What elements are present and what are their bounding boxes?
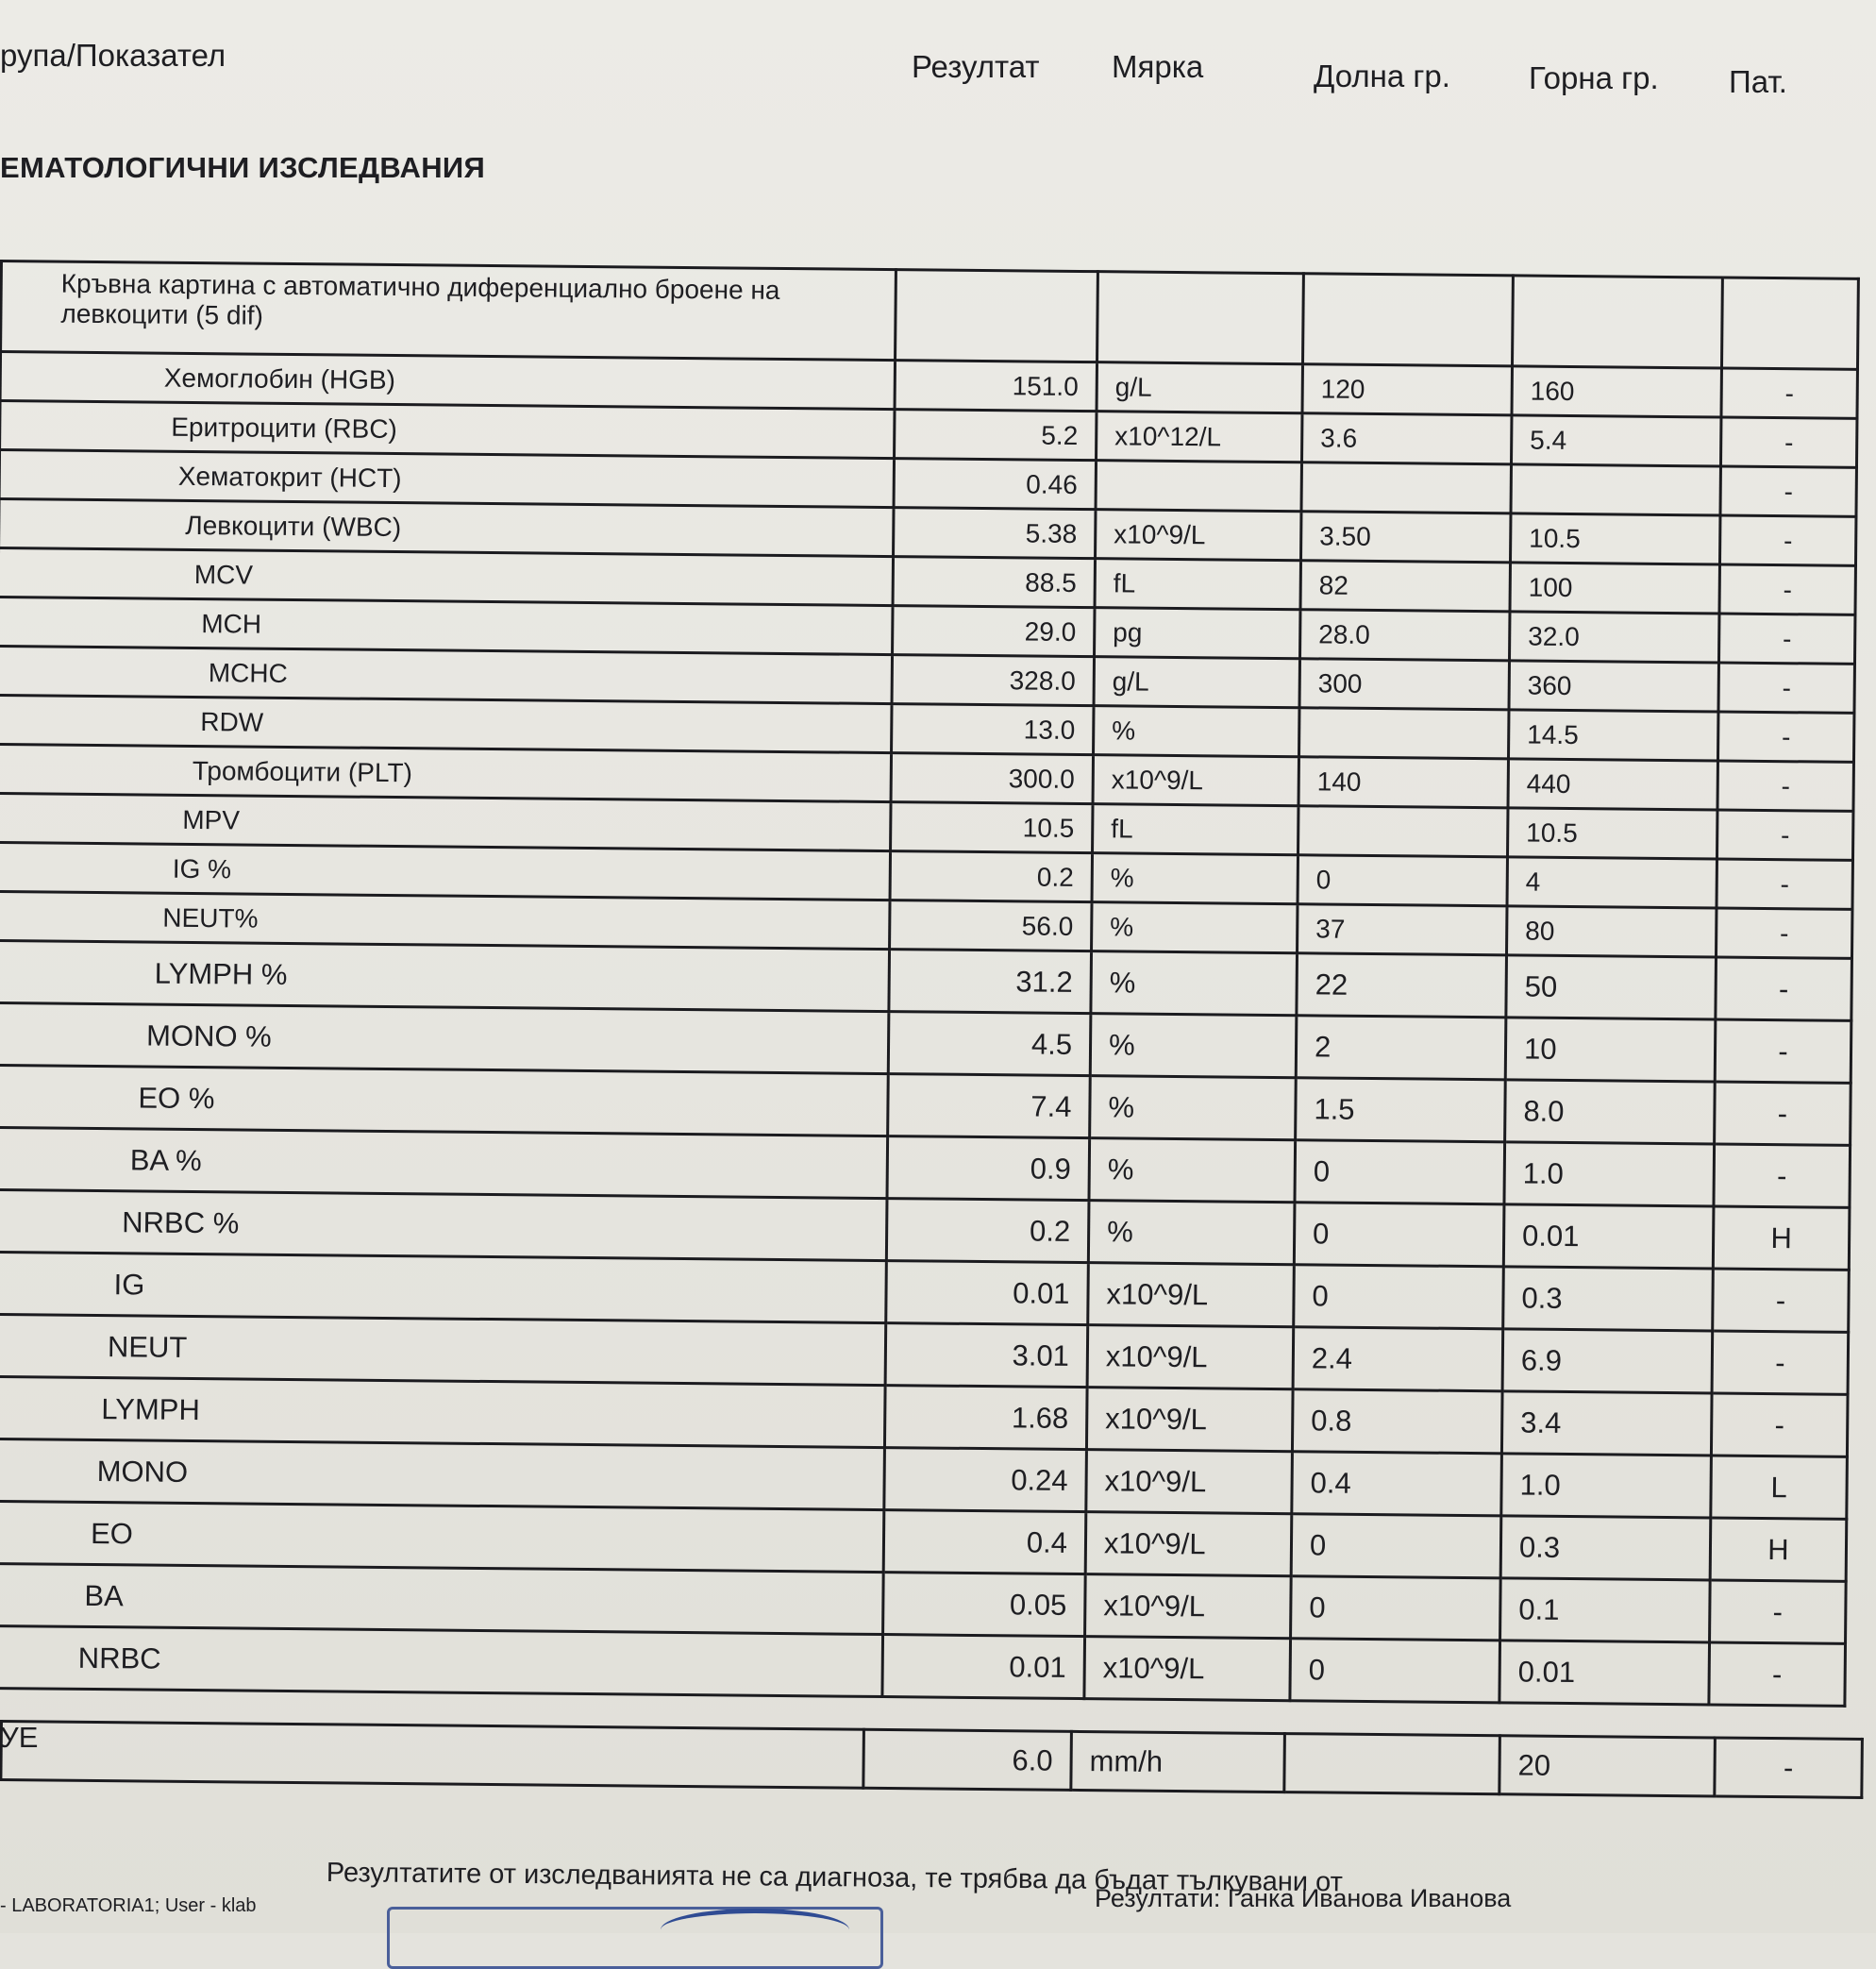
esr-table <box>0 1720 1864 1799</box>
test-name: BA <box>84 1578 124 1612</box>
esr-lower <box>1284 1734 1500 1794</box>
header-pat: Пат. <box>1729 64 1787 99</box>
cell-pat: - <box>1709 1642 1846 1706</box>
test-name: MCHC <box>208 657 288 688</box>
header-unit: Мярка <box>1112 49 1204 84</box>
cell-result: 328.0 <box>892 655 1094 706</box>
cell-unit: x10^9/L <box>1087 1325 1294 1389</box>
cell-unit: % <box>1091 951 1298 1016</box>
cell-upper: 10.5 <box>1507 808 1717 859</box>
test-name: MONO % <box>145 1018 272 1053</box>
cell-lower: 0 <box>1291 1576 1501 1641</box>
cell-lower <box>1298 806 1508 857</box>
cell-lower: 2 <box>1296 1016 1506 1080</box>
cell-name <box>0 891 890 949</box>
cell-lower: 2.4 <box>1293 1327 1503 1391</box>
cell-name <box>0 548 894 606</box>
stamp-logo-icon <box>661 1909 849 1951</box>
cell-result: 0.05 <box>883 1573 1086 1637</box>
cell-unit: x10^12/L <box>1097 412 1302 463</box>
test-name: BA % <box>129 1142 202 1177</box>
cell-result: 10.5 <box>891 802 1093 853</box>
cell-unit: % <box>1094 706 1299 757</box>
cell-lower: 22 <box>1297 953 1507 1018</box>
cell-lower <box>1299 708 1509 759</box>
cell-result: 13.0 <box>892 704 1094 755</box>
group-cell <box>896 270 1098 362</box>
cell-unit: x10^9/L <box>1096 510 1301 561</box>
test-name: IG % <box>172 853 232 884</box>
cell-pat: - <box>1710 1580 1847 1643</box>
cell-lower: 140 <box>1298 757 1508 808</box>
cell-upper: 0.01 <box>1503 1204 1714 1269</box>
cell-unit: x10^9/L <box>1085 1574 1292 1639</box>
cell-upper: 360 <box>1509 661 1718 712</box>
cell-unit: g/L <box>1097 362 1302 413</box>
cell-upper: 4 <box>1507 857 1717 908</box>
cell-pat: H <box>1710 1518 1847 1581</box>
cell-name <box>0 499 894 557</box>
header-upper: Горна гр. <box>1529 60 1659 95</box>
cell-lower: 82 <box>1300 561 1510 612</box>
cell-lower: 37 <box>1298 904 1507 955</box>
disclaimer-note: Резултатите от изследванията не са диагноза, те трябва да бъдат тълкувани от <box>326 1858 1344 1898</box>
cell-upper: 32.0 <box>1509 612 1718 663</box>
cell-pat: - <box>1711 1393 1848 1456</box>
cell-pat: - <box>1720 466 1856 516</box>
cell-unit: x10^9/L <box>1088 1263 1295 1327</box>
header-group-label: рупа/Показател <box>0 38 226 73</box>
cell-unit: x10^9/L <box>1086 1450 1293 1514</box>
cell-name <box>0 450 895 508</box>
cell-unit: fL <box>1095 559 1300 610</box>
cell-result: 0.01 <box>886 1261 1089 1325</box>
cell-lower: 0.8 <box>1292 1389 1502 1454</box>
cell-upper: 8.0 <box>1505 1080 1716 1144</box>
test-name: Левкоцити (WBC) <box>185 510 402 542</box>
cell-name <box>0 401 895 459</box>
cell-unit: x10^9/L <box>1086 1388 1293 1452</box>
group-title: Кръвна картина с автоматично диференциално броене на левкоцити (5 dif) <box>1 261 896 361</box>
cell-upper: 3.4 <box>1501 1391 1712 1456</box>
cell-lower: 0 <box>1291 1514 1501 1578</box>
cell-lower: 1.5 <box>1296 1078 1506 1142</box>
cell-lower: 300 <box>1299 659 1509 710</box>
cell-name <box>0 1127 888 1198</box>
cell-lower: 28.0 <box>1300 610 1510 661</box>
cell-pat: - <box>1716 908 1851 958</box>
results-table <box>0 260 1860 1708</box>
cell-lower: 0 <box>1294 1203 1504 1267</box>
cell-unit: % <box>1092 902 1298 953</box>
cell-upper: 0.01 <box>1499 1641 1710 1705</box>
esr-result: 6.0 <box>863 1729 1072 1790</box>
cell-lower: 0 <box>1294 1265 1504 1329</box>
cell-name <box>0 352 895 410</box>
header-result: Резултат <box>912 49 1040 84</box>
cell-unit <box>1096 461 1301 512</box>
cell-name <box>0 1189 887 1260</box>
cell-name <box>0 744 892 801</box>
cell-lower: 0 <box>1290 1639 1500 1703</box>
cell-unit: pg <box>1095 608 1300 659</box>
cell-result: 0.01 <box>882 1635 1085 1699</box>
test-name: NEUT <box>107 1329 188 1364</box>
cell-upper: 50 <box>1506 955 1717 1019</box>
cell-unit: fL <box>1093 804 1298 855</box>
cell-pat: H <box>1713 1206 1850 1270</box>
test-name: NRBC % <box>122 1204 240 1239</box>
cell-upper: 0.3 <box>1503 1267 1714 1331</box>
cell-result: 300.0 <box>891 753 1093 804</box>
cell-name <box>0 1252 886 1322</box>
section-title: ЕМАТОЛОГИЧНИ ИЗСЛЕДВАНИЯ <box>0 151 486 184</box>
cell-unit: x10^9/L <box>1085 1512 1292 1576</box>
cell-name <box>0 1439 884 1509</box>
test-name: IG <box>113 1267 145 1302</box>
cell-result: 0.9 <box>887 1136 1090 1201</box>
cell-result: 31.2 <box>889 950 1092 1014</box>
group-cell <box>1721 278 1858 369</box>
cell-pat: - <box>1716 957 1852 1020</box>
cell-pat: L <box>1711 1456 1848 1519</box>
cell-pat: - <box>1718 614 1854 664</box>
cell-name <box>0 793 891 850</box>
cell-name <box>0 1376 885 1447</box>
cell-pat: - <box>1717 810 1852 860</box>
cell-name <box>0 597 893 654</box>
cell-result: 4.5 <box>888 1012 1091 1076</box>
group-row <box>1 261 1859 370</box>
cell-unit: % <box>1088 1201 1295 1265</box>
header-lower: Долна гр. <box>1314 59 1450 93</box>
cell-result: 88.5 <box>893 557 1095 608</box>
test-name: NRBC <box>77 1641 161 1675</box>
cell-result: 7.4 <box>888 1074 1091 1138</box>
cell-upper: 1.0 <box>1504 1142 1715 1206</box>
cell-result: 0.4 <box>883 1510 1086 1574</box>
cell-pat: - <box>1715 1019 1851 1083</box>
test-name: Хемоглобин (HGB) <box>163 362 396 395</box>
cell-unit: x10^9/L <box>1093 755 1298 806</box>
cell-upper: 0.3 <box>1500 1516 1711 1580</box>
esr-row <box>1 1722 1863 1798</box>
cell-pat: - <box>1713 1269 1850 1332</box>
cell-upper: 10.5 <box>1510 513 1719 564</box>
cell-upper: 1.0 <box>1501 1454 1712 1518</box>
cell-pat: - <box>1717 712 1853 762</box>
signature: Резултати: Ганка Иванова Иванова <box>1095 1884 1512 1912</box>
cell-result: 5.38 <box>894 508 1096 559</box>
cell-name <box>0 646 893 703</box>
cell-lower: 120 <box>1302 364 1512 415</box>
cell-upper: 5.4 <box>1511 415 1720 466</box>
test-name: EO % <box>138 1080 215 1115</box>
cell-result: 56.0 <box>890 900 1092 951</box>
cell-pat: - <box>1719 564 1855 614</box>
cell-unit: % <box>1090 1076 1297 1140</box>
cell-upper: 160 <box>1512 366 1721 417</box>
cell-pat: - <box>1721 368 1857 418</box>
cell-upper: 0.1 <box>1500 1578 1711 1642</box>
esr-pat: - <box>1715 1738 1863 1797</box>
cell-pat: - <box>1720 417 1856 467</box>
test-name: LYMPH <box>101 1391 201 1426</box>
cell-name <box>0 695 892 752</box>
cell-unit: % <box>1090 1014 1297 1078</box>
cell-pat: - <box>1715 1082 1851 1145</box>
cell-lower: 0.4 <box>1292 1452 1502 1516</box>
cell-pat: - <box>1714 1144 1851 1207</box>
test-name: MPV <box>182 804 241 834</box>
cell-result: 3.01 <box>885 1323 1088 1388</box>
cell-lower <box>1301 463 1511 513</box>
cell-pat: - <box>1712 1331 1849 1394</box>
esr-name-cell <box>1 1722 864 1789</box>
cell-lower: 0 <box>1298 855 1507 906</box>
cell-upper: 10 <box>1505 1018 1716 1082</box>
cell-result: 29.0 <box>893 606 1095 657</box>
cell-upper <box>1511 464 1720 515</box>
cell-name <box>0 1563 883 1634</box>
cell-unit: % <box>1089 1138 1296 1203</box>
cell-name <box>0 842 891 900</box>
cell-upper: 14.5 <box>1508 710 1717 761</box>
cell-result: 1.68 <box>884 1386 1087 1450</box>
cell-upper: 80 <box>1507 906 1717 957</box>
lab-user-line: - LABORATORIA1; User - klab <box>0 1895 257 1916</box>
cell-result: 5.2 <box>895 410 1097 461</box>
cell-name <box>0 1625 883 1696</box>
test-name: Еритроцити (RBC) <box>171 412 397 444</box>
test-name: MONO <box>96 1454 189 1489</box>
cell-pat: - <box>1717 761 1853 811</box>
test-name: MCH <box>201 608 262 639</box>
group-cell <box>1303 274 1514 366</box>
cell-unit: % <box>1092 853 1298 904</box>
cell-result: 0.2 <box>890 851 1092 902</box>
cell-name <box>0 1501 884 1572</box>
cell-result: 151.0 <box>895 361 1097 412</box>
cell-lower: 3.6 <box>1302 413 1512 464</box>
group-cell <box>1512 276 1722 368</box>
cell-name <box>0 940 890 1011</box>
cell-unit: x10^9/L <box>1084 1637 1291 1701</box>
test-name: Хематокрит (HCT) <box>177 461 402 493</box>
cell-upper: 440 <box>1508 759 1717 810</box>
cell-name <box>0 1002 889 1073</box>
cell-pat: - <box>1717 859 1852 909</box>
test-name: MCV <box>193 559 254 590</box>
cell-lower: 0 <box>1295 1140 1505 1204</box>
cell-result: 0.24 <box>884 1448 1087 1512</box>
cell-pat: - <box>1719 515 1855 565</box>
cell-unit: g/L <box>1094 657 1299 708</box>
test-name: LYMPH % <box>154 956 288 991</box>
test-name: Тромбоцити (PLT) <box>192 755 413 787</box>
cell-lower: 3.50 <box>1301 512 1511 563</box>
esr-label: УЕ <box>0 1721 39 1754</box>
cell-pat: - <box>1718 663 1854 713</box>
esr-upper: 20 <box>1499 1736 1716 1796</box>
group-cell <box>1097 272 1304 364</box>
test-name: NEUT% <box>162 902 259 934</box>
cell-upper: 100 <box>1510 563 1719 614</box>
test-name: EO <box>90 1516 134 1550</box>
cell-result: 0.46 <box>894 459 1096 510</box>
cell-name <box>0 1314 886 1385</box>
cell-result: 0.2 <box>886 1199 1089 1263</box>
esr-unit: mm/h <box>1071 1731 1285 1792</box>
cell-name <box>0 1065 888 1136</box>
cell-upper: 6.9 <box>1502 1329 1713 1393</box>
test-name: RDW <box>200 706 264 737</box>
